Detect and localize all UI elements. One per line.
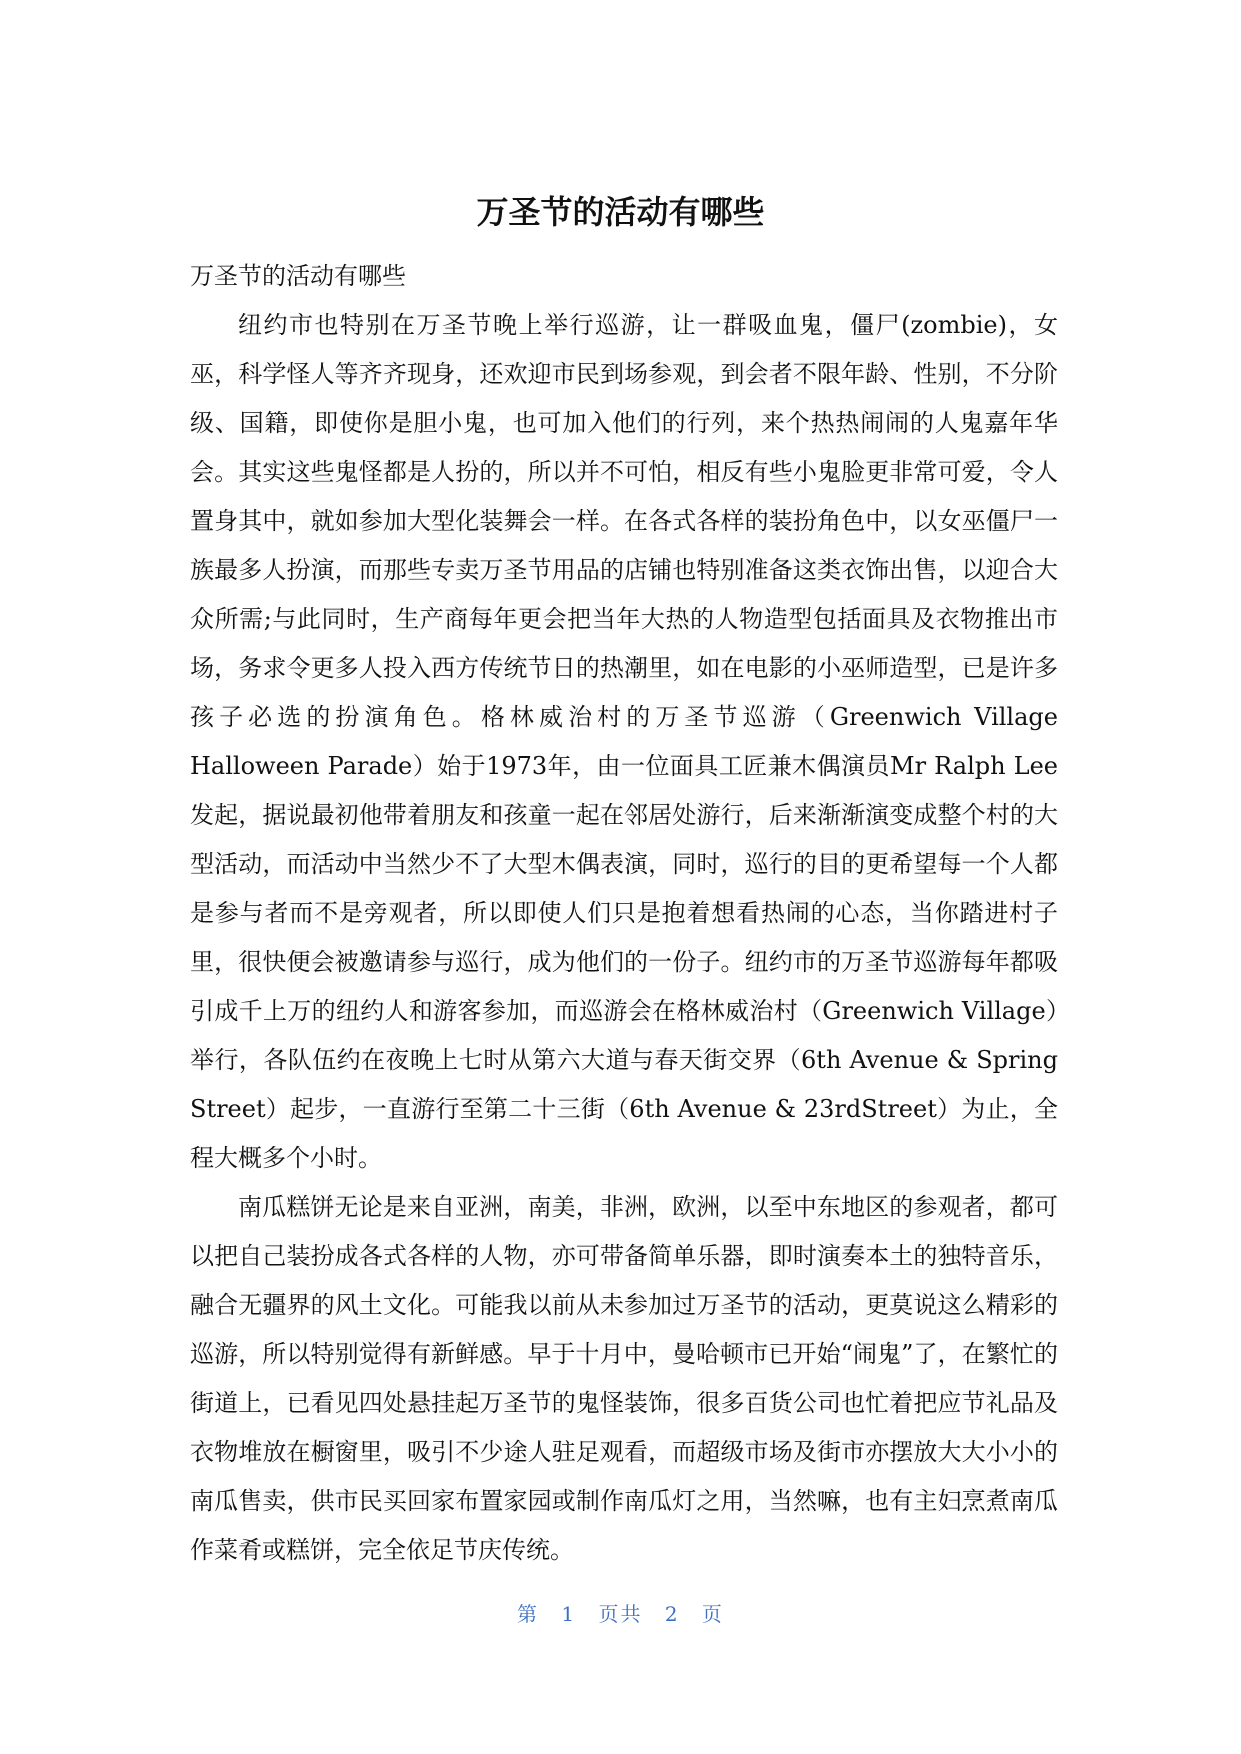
document-title: 万圣节的活动有哪些	[476, 193, 765, 231]
document-body	[190, 252, 1058, 1575]
paragraph: 纽约市也特别在万圣节晚上举行巡游，让一群吸血鬼，僵尸(zombie)，女巫，科学怪人等齐齐现身，还欢迎市民到场参观，到会者不限年龄、性别，不分阶级、国籍，即使你是胆小鬼，也可加入他们的行列，来个热热闹闹的人鬼嘉年华会。其实这些鬼怪都是人扮的，所以并不可怕，相反有些小鬼脸更非常可爱，令人置身其中，就如参加大型化装舞会一样。在各式各样的装扮角色中，以女巫僵尸一族最多人扮演，而那些专卖万圣节用品的店铺也特别准备这类衣饰出售，以迎合大众所需;与此同时，生产商每年更会把当年大热的人物造型包括面具及衣物推出市场，务求令更多人投入西方传统节日的热潮里，如在电影的小巫师造型，已是许多孩子必选的扮演角色。格林威治村的万圣节巡游（Greenwich Village Halloween Parade）始于1973年，由一位面具工匠兼木偶演员Mr Ralph Lee发起，据说最初他带着朋友和孩童一起在邻居处游行，后来渐渐演变成整个村的大型活动，而活动中当然少不了大型木偶表演，同时，巡行的目的更希望每一个人都是参与者而不是旁观者，所以即使人们只是抱着想看热闹的心态，当你踏进村子里，很快便会被邀请参与巡行，成为他们的一份子。纽约市的万圣节巡游每年都吸引成千上万的纽约人和游客参加，而巡游会在格林威治村（Greenwich Village）举行，各队伍约在夜晚上七时从第六大道与春天街交界（6th Avenue & Spring Street）起步，一直游行至第二十三街（6th Avenue & 23rdStreet）为止，全程大概多个小时。	[190, 311, 1058, 1172]
document-subtitle: 万圣节的活动有哪些	[190, 262, 406, 290]
page-number: 第 1 页共 2 页	[517, 1602, 724, 1626]
paragraph: 南瓜糕饼无论是来自亚洲，南美，非洲，欧洲，以至中东地区的参观者，都可以把自己装扮成各式各样的人物，亦可带备简单乐器，即时演奏本土的独特音乐，融合无疆界的风土文化。可能我以前从未参加过万圣节的活动，更莫说这么精彩的巡游，所以特别觉得有新鲜感。早于十月中，曼哈顿市已开始“闹鬼”了，在繁忙的街道上，已看见四处悬挂起万圣节的鬼怪装饰，很多百货公司也忙着把应节礼品及衣物堆放在橱窗里，吸引不少途人驻足观看，而超级市场及街市亦摆放大大小小的南瓜售卖，供市民买回家布置家园或制作南瓜灯之用，当然嘛，也有主妇烹煮南瓜作菜肴或糕饼，完全依足节庆传统。	[190, 1193, 1058, 1564]
